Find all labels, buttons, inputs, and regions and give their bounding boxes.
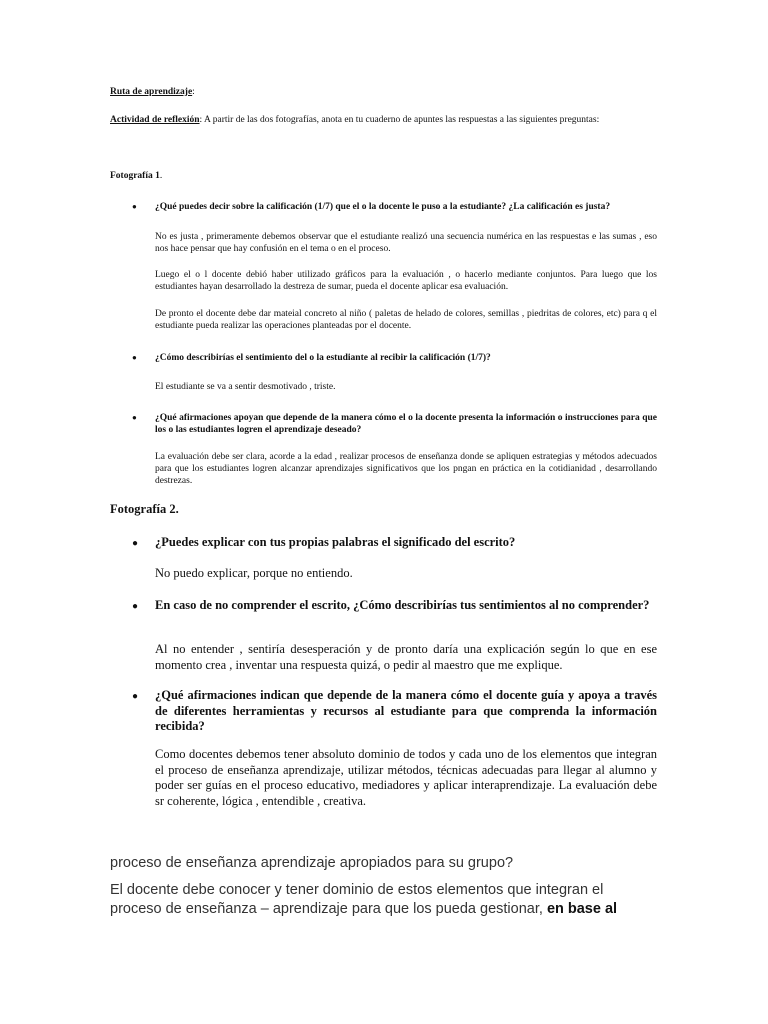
photo1-question-1: ¿Qué puedes decir sobre la calificación (1/7) que el o la docente le puso a la estudiante? ¿La calificación es justa?: [155, 202, 611, 212]
photo1-answer-1-p2: Luego el o l docente debió haber utilizado gráficos para la evaluación , o hacerlo mediante conjuntos. Para luego que los estudiantes hayan desarrollado la destreza de sumar, pueda el docente aplicar esa evaluación.: [155, 270, 657, 292]
bullet-icon: ●: [132, 538, 139, 549]
bullet-icon: ●: [132, 601, 139, 612]
route-label: Ruta de aprendizaje: [110, 87, 193, 97]
photo1-heading-dot: .: [159, 171, 163, 181]
photo2-question-3: ¿Qué afirmaciones indican que depende de la manera cómo el docente guía y apoya a través de diferentes herramientas y recursos al estudiante para que comprenda la información recibida?: [155, 688, 657, 733]
photo1-question-2: ¿Cómo describirías el sentimiento del o la estudiante al recibir la calificación (1/7)?: [155, 353, 491, 363]
bullet-icon: ●: [132, 202, 137, 211]
bottom-paragraph-bold: en base al: [546, 900, 618, 917]
route-line: [110, 86, 670, 98]
bullet-icon: ●: [132, 413, 137, 422]
photo1-answer-1-p3: De pronto el docente debe dar mateial concreto al niño ( paletas de helado de colores, semillas , piedritas de colores, etc) para q el estudiante pueda realizar las operaciones planteadas por el docente.: [155, 309, 657, 331]
activity-text: : A partir de las dos fotografías, anota en tu cuaderno de apuntes las respuestas a las siguientes preguntas:: [199, 115, 600, 125]
bottom-line-1: proceso de enseñanza aprendizaje apropiados para su grupo?: [110, 855, 514, 871]
photo1-heading: [110, 170, 162, 182]
photo2-heading: Fotografía 2.: [110, 502, 179, 516]
bottom-paragraph-text: El docente debe conocer y tener dominio de estos elementos que integran el proceso de enseñanza – aprendizaje para que los pueda gestionar,: [110, 882, 604, 917]
photo2-answer-2: Al no entender , sentiría desesperación y de pronto daría una explicación según lo que en ese momento crea , inventar una respuesta quizá, o pedir al maestro que me explique.: [155, 642, 657, 672]
photo1-answer-2: El estudiante se va a sentir desmotivado , triste.: [155, 382, 336, 392]
bullet-icon: ●: [132, 353, 137, 362]
activity-line: [110, 114, 670, 126]
photo2-question-1: ¿Puedes explicar con tus propias palabras el significado del escrito?: [155, 535, 516, 549]
photo1-answer-1-p1: No es justa , primeramente debemos observar que el estudiante realizó una secuencia numérica en las respuestas e las sumas , eso nos hace pensar que hay confusión en el tema o en el proceso.: [155, 232, 657, 254]
activity-label: Actividad de reflexión: [110, 115, 200, 125]
bottom-paragraph: [110, 881, 658, 918]
route-colon: :: [192, 87, 195, 97]
photo1-heading-text: Fotografía 1: [110, 171, 160, 181]
photo2-question-2: En caso de no comprender el escrito, ¿Cómo describirías tus sentimientos al no comprender?: [155, 598, 650, 612]
bullet-icon: ●: [132, 691, 139, 702]
photo1-question-3: ¿Qué afirmaciones apoyan que depende de la manera cómo el o la docente presenta la información o instrucciones para que los o las estudiantes logren el aprendizaje deseado?: [155, 413, 657, 435]
photo2-answer-1: No puedo explicar, porque no entiendo.: [155, 566, 353, 580]
photo2-answer-3: Como docentes debemos tener absoluto dominio de todos y cada uno de los elementos que integran el proceso de enseñanza aprendizaje, utilizar métodos, técnicas adecuadas para llegar al alumno y poder ser guías en el proceso educativo, mediadores y aplicar interaprendizaje. La evaluación debe sr coherente, lógica , entendible , creativa.: [155, 747, 657, 808]
photo1-answer-3: La evaluación debe ser clara, acorde a la edad , realizar procesos de enseñanza donde se apliquen estrategias y métodos adecuados para que los estudiantes logren alcanzar aprendizajes significativos que los pngan en práctica en la cotidianidad , desarrollando destrezas.: [155, 452, 657, 486]
